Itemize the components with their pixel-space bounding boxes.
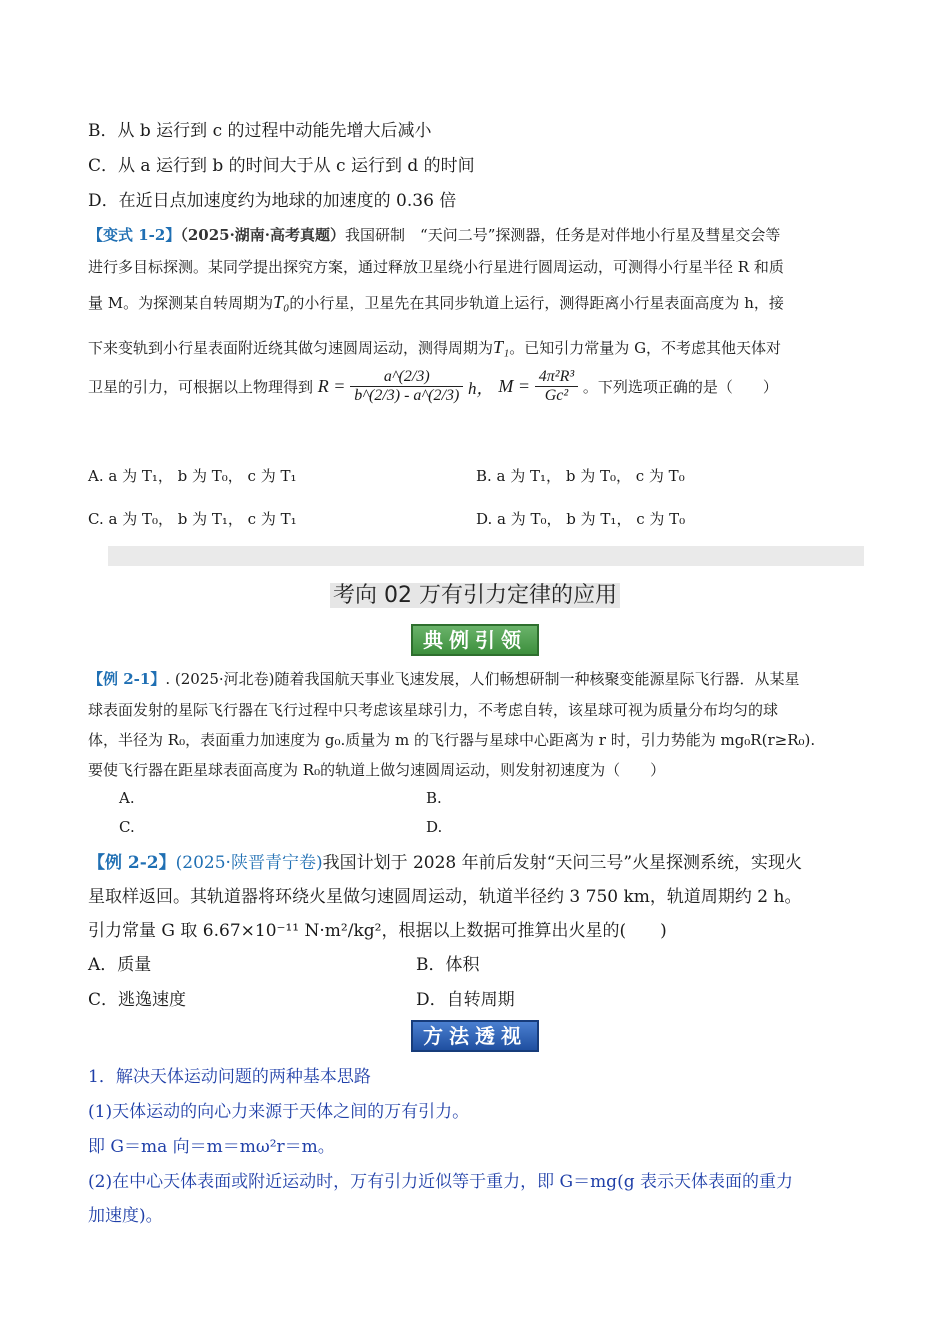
- ex21-line-2: 球表面发射的星际飞行器在飞行过程中只考虑该星球引力，不考虑自转，该星球可视为质量分布均匀的球: [88, 701, 779, 719]
- variant-line-2: 进行多目标探测。某同学提出探究方案，通过释放卫星绕小行星进行圆周运动，可测得小行星半径 R 和质: [88, 258, 784, 276]
- variant-text-1: 我国研制 “天问二号”探测器，任务是对伴地小行星及彗星交会等: [345, 226, 781, 244]
- formula-r-fraction: [350, 368, 463, 405]
- formula-m-fraction: [535, 368, 578, 405]
- method-para-3: (2)在中心天体表面或附近运动时，万有引力近似等于重力，即 G＝mg(g 表示天体表面的重力: [88, 1172, 793, 1192]
- tag-method-wrap: [0, 1020, 950, 1049]
- option-d: D．在近日点加速度约为地球的加速度的 0.36 倍: [88, 191, 457, 211]
- formula-m-lhs: M =: [498, 376, 530, 396]
- variant-source: （2025·湖南·高考真题）: [180, 226, 346, 244]
- ex22-line-2: 星取样返回。其轨道器将环绕火星做匀速圆周运动，轨道半径约 3 750 km，轨道周期约 2 h。: [88, 887, 802, 907]
- tag-method-insight: 方法透视: [411, 1020, 539, 1052]
- ex22-option-c: C．逃逸速度: [88, 990, 187, 1010]
- variant-text-4b: 。已知引力常量为 G，不考虑其他天体对: [509, 339, 782, 357]
- ex22-line-3: 引力常量 G 取 6.67×10⁻¹¹ N·m²/kg²，根据以上数据可推算出火星的( ): [88, 921, 667, 941]
- variant-option-b: B. a 为 T₁， b 为 T₀， c 为 T₀: [476, 467, 685, 485]
- variant-line-1: [88, 220, 780, 251]
- ex21-option-c: C.: [119, 818, 135, 836]
- variant-text-3b: 的小行星，卫星先在其同步轨道上运行，测得距离小行星表面高度为 h，接: [289, 294, 784, 312]
- formula-m-denominator: Gc²: [544, 387, 569, 404]
- ex22-line-1: [88, 848, 802, 873]
- variant-text-5a: 卫星的引力，可根据以上物理得到: [88, 378, 314, 396]
- ex22-text-1: 我国计划于 2028 年前后发射“天问三号”火星探测系统，实现火: [322, 853, 803, 873]
- variant-option-d: D. a 为 T₀， b 为 T₁， c 为 T₀: [476, 510, 686, 528]
- formula-r-denominator: b^(2/3) - a^(2/3): [354, 387, 460, 404]
- method-para-4: 加速度)。: [88, 1206, 163, 1226]
- formula-r-lhs: R =: [317, 376, 346, 396]
- formula-m-numerator: 4π²R³: [535, 368, 578, 387]
- symbol-t1: T₁: [493, 337, 510, 357]
- formula-r-tail: h，: [468, 379, 494, 398]
- ex22-tag: 【例 2-2】: [88, 853, 176, 873]
- tag-typical-wrap: [0, 624, 950, 653]
- variant-option-a: A. a 为 T₁， b 为 T₀， c 为 T₁: [88, 467, 297, 485]
- variant-text-3a: 量 M。为探测某自转周期为: [88, 294, 274, 312]
- ex21-tag: 【例 2-1】: [88, 670, 166, 688]
- variant-option-c: C. a 为 T₀， b 为 T₁， c 为 T₁: [88, 510, 297, 528]
- variant-text-4a: 下来变轨到小行星表面附近绕其做匀速圆周运动，测得周期为: [88, 339, 494, 357]
- ex22-source: (2025·陕晋青宁卷): [175, 853, 323, 873]
- formula-r-numerator: a^(2/3): [350, 368, 463, 387]
- ex21-option-b: B.: [426, 789, 442, 807]
- ex21-option-d: D.: [426, 818, 443, 836]
- variant-line-3: [88, 287, 784, 319]
- option-b: B．从 b 运行到 c 的过程中动能先增大后减小: [88, 121, 432, 141]
- ex21-line-1: [88, 664, 800, 695]
- section-divider: [108, 546, 864, 566]
- section-title-wrap: [0, 578, 950, 609]
- ex22-option-a: A．质量: [88, 955, 152, 975]
- ex21-option-a: A.: [119, 789, 135, 807]
- tag-typical-examples: 典例引领: [411, 624, 539, 656]
- variant-line-5: [88, 368, 778, 405]
- variant-line-4: [88, 332, 781, 364]
- ex22-option-d: D．自转周期: [416, 990, 515, 1010]
- ex21-line-3: 体，半径为 R₀，表面重力加速度为 g₀.质量为 m 的飞行器与星球中心距离为 r 时，引力势能为 mg₀R(r≥R₀).: [88, 731, 816, 749]
- ex21-text-1: . (2025·河北卷)随着我国航天事业飞速发展，人们畅想研制一种核聚变能源星际飞行器．从某星: [165, 670, 800, 688]
- method-para-1: (1)天体运动的向心力来源于天体之间的万有引力。: [88, 1102, 470, 1122]
- ex22-option-b: B．体积: [416, 955, 480, 975]
- variant-text-5b: 。下列选项正确的是（ ）: [582, 378, 778, 396]
- symbol-t0: T₀: [273, 292, 290, 312]
- option-c: C．从 a 运行到 b 的时间大于从 c 运行到 d 的时间: [88, 156, 475, 176]
- variant-tag: 【变式 1-2】: [88, 226, 181, 244]
- ex21-line-4: 要使飞行器在距星球表面高度为 R₀的轨道上做匀速圆周运动，则发射初速度为（ ）: [88, 761, 666, 779]
- method-para-2: 即 G＝ma 向＝m＝mω²r＝m。: [88, 1137, 335, 1157]
- section-title: 考向 02 万有引力定律的应用: [330, 583, 620, 608]
- method-heading: 1．解决天体运动问题的两种基本思路: [88, 1067, 371, 1087]
